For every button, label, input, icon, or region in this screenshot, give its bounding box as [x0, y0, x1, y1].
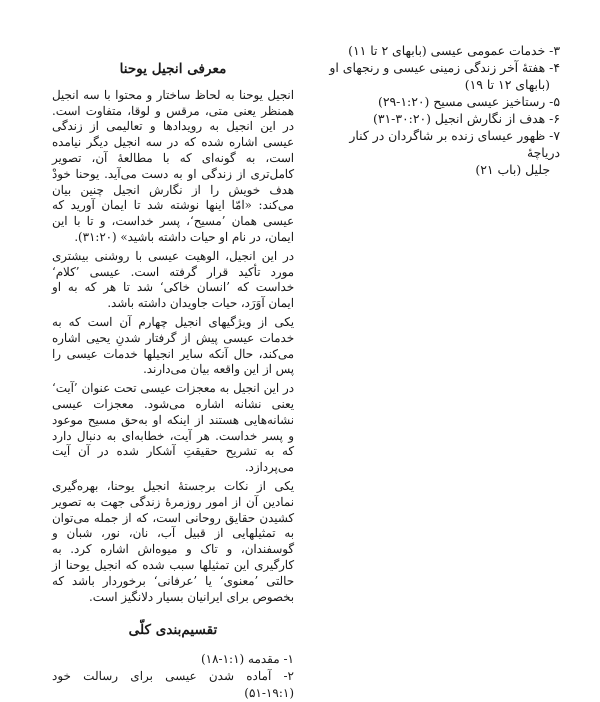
outline-heading: تقسیم‌بندی کلّی: [128, 622, 218, 639]
outline-item-continuation: (بابهای ۱۲ تا ۱۹): [464, 77, 550, 92]
intro-paragraph: یکی از ویژگیهای انجیل چهارم آن است که به خدمات عیسی پیش از گرفتار شدنِ یحیی اشاره می‌کند، حال آنکه سایر انجیلها خدمات عیسی را پس از این واقعه بیان می‌دارند.: [52, 314, 294, 377]
intro-paragraph: در این انجیل به معجزات عیسی تحت عنوان ’آیت‘ یعنی نشانه اشاره می‌شود. معجزات عیسی نشانه‌هایی هستند از اینکه او به‌حق مسیح موعود و پسر خداست. هر آیت، خطابه‌ای به دنبال دارد که به تشریح حقیقتِ آشکار شده در آن آیت می‌پردازد.: [52, 381, 294, 475]
outline-continued-column: [328, 42, 560, 178]
outline-item: ۱- مقدمه (۱:۱-۱۸): [200, 652, 294, 667]
outline-item: ۷- ظهور عیسای زنده بر شاگردان در کنار دریاچهٔ: [349, 128, 560, 160]
intro-paragraph: در این انجیل، الوهیت عیسی با روشنی بیشتری مورد تأکید قرار گرفته است. عیسی ’کلام‘ خداست که ’انسان خاکی‘ شد تا هر که به او ایمان آوَرَد، حیات جاویدان داشته باشد.: [52, 248, 294, 311]
intro-heading: معرفی انجیل یوحنا: [119, 61, 227, 77]
outline-item-continuation: جلیل (باب ۲۱): [475, 162, 550, 177]
outline-item: ۴- هفتهٔ آخر زندگی زمینی عیسی و رنجهای او: [329, 60, 560, 75]
intro-paragraph: یکی از نکات برجستهٔ انجیل یوحنا، بهره‌گیری نمادین آن از امور روزمرهٔ زندگی جهت به تصویر کشیدن حقایق روحانی است، که از جمله می‌توان به تمثیلهایی از قبیل آب، نان، نور، شبان و گوسفندان، و تاک و میوه‌اش اشاره کرد. به کارگیری این تمثیلها سبب شده که انجیل یوحنا از حالتی ’معنوی‘ یا ’عرفانی‘ برخوردار باشد که بخصوص برای ایرانیان بسیار دلانگیز است.: [52, 478, 294, 604]
intro-column: [52, 62, 294, 702]
outline-section: [52, 623, 294, 702]
outline-item: ۲- آماده شدن عیسی برای رسالت خود (۱۹:۱-۵۱): [52, 669, 294, 701]
outline-item: ۳- خدمات عمومی عیسی (بابهای ۲ تا ۱۱): [348, 43, 560, 58]
outline-item: ۵- رستاخیز عیسی مسیح (۱:۲۰-۲۹): [378, 94, 560, 109]
intro-paragraph: انجیل یوحنا به لحاظ ساختار و محتوا با سه انجیل همنظر یعنی متی، مرقس و لوقا، متفاوت است. در این انجیل به رویدادها و تعالیمی از زندگی عیسی اشاره شده که در سه انجیل دیگر نیامده است، به گونه‌ای که با مطالعهٔ آن، تصویر کامل‌تری از زندگی او به دست می‌آید. یوحنا خودْ هدف خویش را از نگارش انجیل چنین بیان می‌کند: «امّا اینها نوشته شد تا ایمان آورید که عیسی همان ’مسیح‘، پسر خداست، و تا با این ایمان، در نام او حیات داشته باشید» (۳۱:۲۰).: [52, 87, 294, 244]
outline-item: ۶- هدف از نگارش انجیل (۳۰:۲۰-۳۱): [372, 111, 560, 126]
